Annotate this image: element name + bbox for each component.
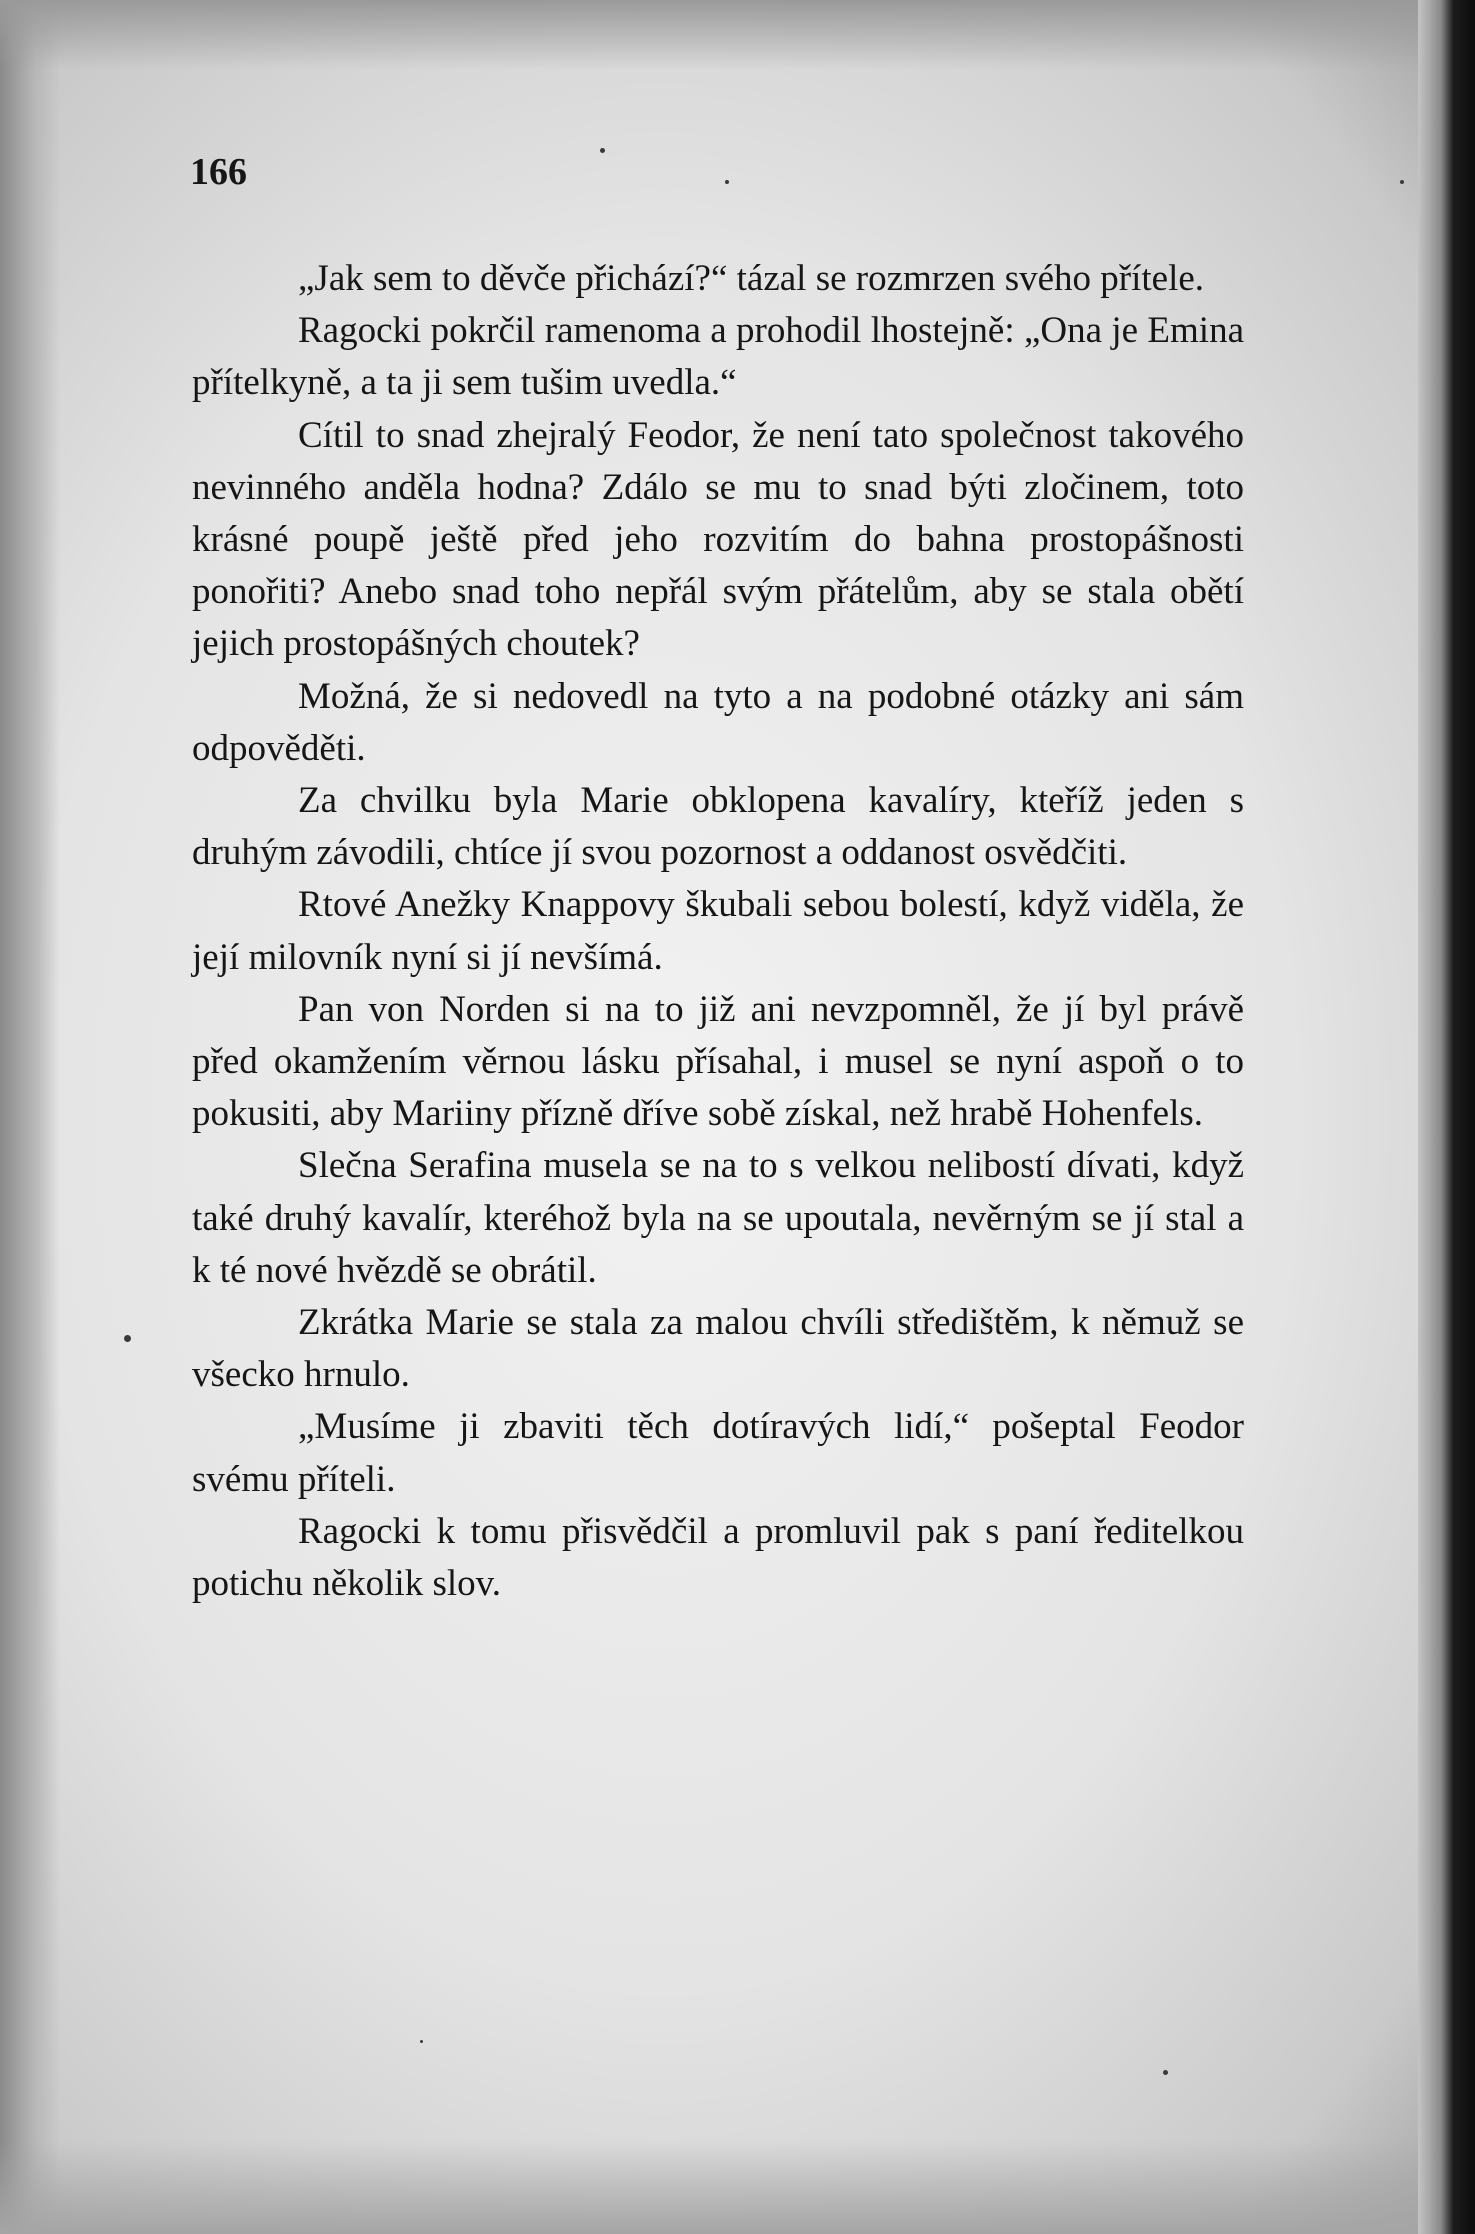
page-shadow-left (0, 0, 60, 2234)
paragraph: Ragocki pokrčil ramenoma a prohodil lhostejně: „Ona je Emina přítelkyně, a ta ji sem tušim uvedla.“ (192, 310, 1244, 404)
paragraph: Ragocki k tomu přisvědčil a promluvil pak s paní ředitelkou potichu několik slov. (192, 1510, 1244, 1605)
page-shadow-bottom (0, 2140, 1475, 2234)
page-number: 166 (190, 151, 247, 193)
paragraph: Slečna Serafina musela se na to s velkou nelibostí dívati, když také druhý kavalír, kteréhož byla na se upoutala, nevěrným se jí stal a k té nové hvězdě se obrátil. (192, 1145, 1244, 1291)
paragraph: Pan von Norden si na to již ani nevzpomněl, že jí byl právě před okamžením věrnou lásku přísahal, i musel se nyní aspoň o to pokusiti, aby Mariiny přízně dříve sobě získal, než hrabě Hohenfels. (192, 988, 1244, 1135)
paragraph: „Musíme ji zbaviti těch dotíravých lidí,“ pošeptal Feodor svému příteli. (192, 1406, 1244, 1500)
body-text (192, 253, 1244, 1610)
paper-speck (725, 180, 729, 184)
paragraph: Zkrátka Marie se stala za malou chvíli středištěm, k němuž se všecko hrnulo. (192, 1302, 1244, 1396)
book-spine-edge (1418, 0, 1475, 2234)
page-shadow-top (0, 0, 1475, 70)
paper-speck (1400, 180, 1404, 184)
paragraph: Cítil to snad zhejralý Feodor, že není tato společnost takového nevinného anděla hodna? Zdálo se mu to snad býti zločinem, toto krásné poupě ještě před jeho rozvitím do bahna prostopášnosti ponořiti? Anebo snad toho nepřál svým přátelům, aby se stala obětí jejich prostopášných choutek? (192, 414, 1244, 665)
paper-speck (600, 148, 605, 153)
paper-speck (1163, 2070, 1168, 2075)
paragraph: Možná, že si nedovedl na tyto a na podobné otázky ani sám odpověděti. (192, 675, 1244, 769)
paragraph: „Jak sem to děvče přichází?“ tázal se rozmrzen svého přítele. (298, 258, 1205, 299)
paragraph: Rtové Anežky Knappovy škubali sebou bolestí, když viděla, že její milovník nyní si jí nevšímá. (192, 884, 1244, 978)
paper-speck (124, 1335, 131, 1342)
paragraph: Za chvilku byla Marie obklopena kavalíry, kteříž jeden s druhým závodili, chtíce jí svou pozornost a oddanost osvědčiti. (192, 780, 1244, 874)
paper-speck (420, 2040, 423, 2043)
